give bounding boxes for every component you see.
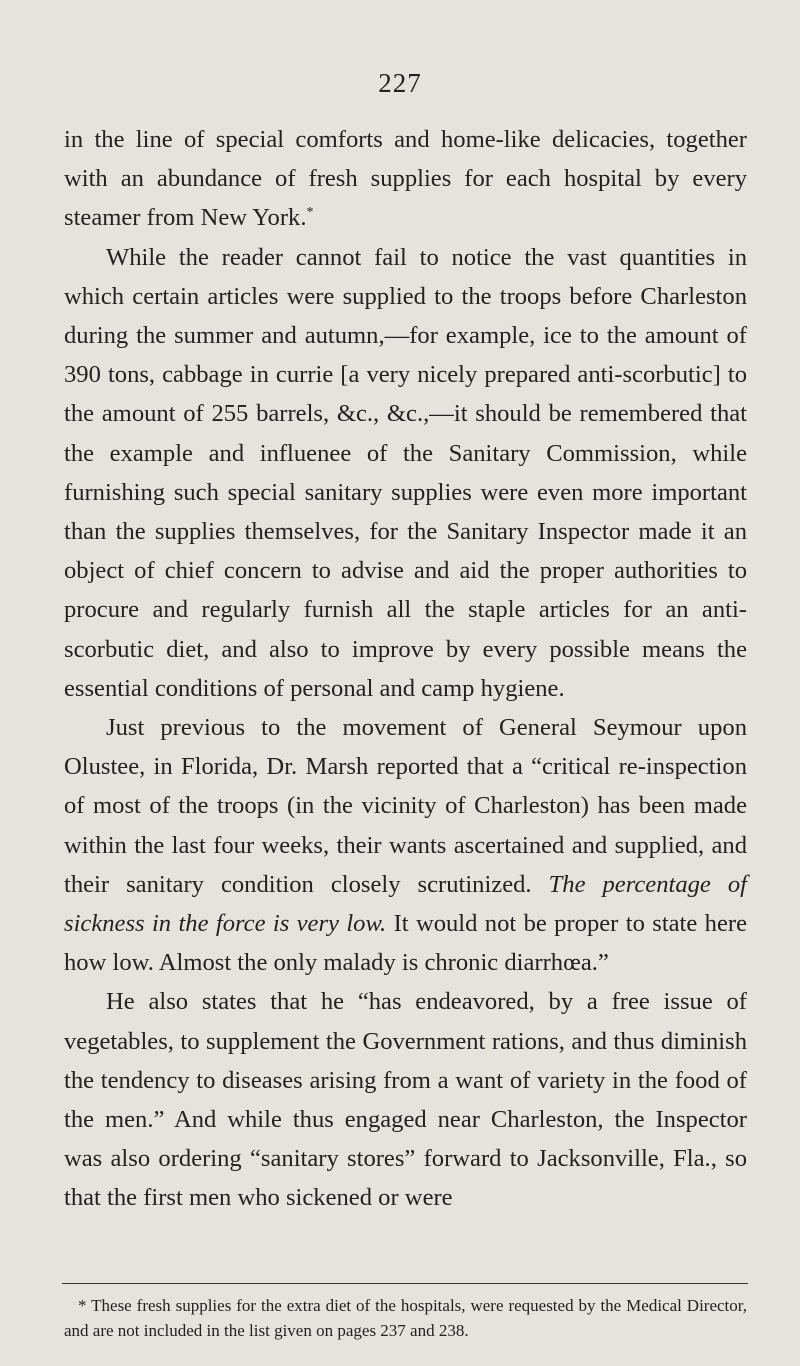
body-text (64, 120, 747, 1218)
footnote-reference: * (306, 205, 314, 221)
paragraph-2: While the reader cannot fail to notice the vast quantities in which certain articles were supplied to the troops before Charleston during the summer and autumn,—for example, ice to the amount of 390 tons, cabbage in currie [a very nicely prepared anti-scorbutic] to the amount of 255 barrels, &c., &c.,—it should be remembered that the example and influenee of the Sanitary Commission, while furnishing such special sanitary supplies were even more important than the supplies themselves, for the Sanitary Inspector made it an object of chief concern to advise and aid the proper authorities to procure and regularly furnish all the staple articles for an anti-scorbutic diet, and also to improve by every possible means the essential conditions of personal and camp hygiene. (64, 243, 747, 702)
footnote-mark: * (78, 1296, 87, 1315)
paragraph-4: He also states that he “has endeavored, by a free issue of vegetables, to supplement the Government rations, and thus diminish the tendency to diseases arising from a want of variety in the food of the men.” And while thus engaged near Charleston, the Inspector was also ordering “sanitary stores” forward to Jacksonville, Fla., so that the first men who sickened or were (64, 988, 747, 1212)
paragraph-1 (64, 120, 747, 238)
page-number: 227 (378, 68, 422, 98)
paragraph-3 (64, 708, 747, 982)
paragraph-3-text-before: Just previous to the movement of General Seymour upon Olustee, in Florida, Dr. Marsh reported that a “critical re-inspection of most of the troops (in the vicinity of Charleston) has been made within the last four weeks, their wants ascertained and supplied, and their sanitary condition closely scrutinized. (64, 714, 747, 898)
paragraph-3-italic: The percentage of sickness in the force is very low. (64, 870, 747, 938)
paragraph-3-text-after: It would not be proper to state here how low. Almost the only malady is chronic diarrhœa.” (64, 910, 747, 977)
footnote-divider (62, 1283, 748, 1284)
footnote-text: These fresh supplies for the extra diet of the hospitals, were requested by the Medical Director, and are not included in the list given on pages 237 and 238. (64, 1296, 747, 1340)
paragraph-1-text: in the line of special comforts and home-like delicacies, together with an abundance of fresh supplies for each hospital by every steamer from New York. (64, 126, 747, 232)
footnote (64, 1293, 747, 1343)
